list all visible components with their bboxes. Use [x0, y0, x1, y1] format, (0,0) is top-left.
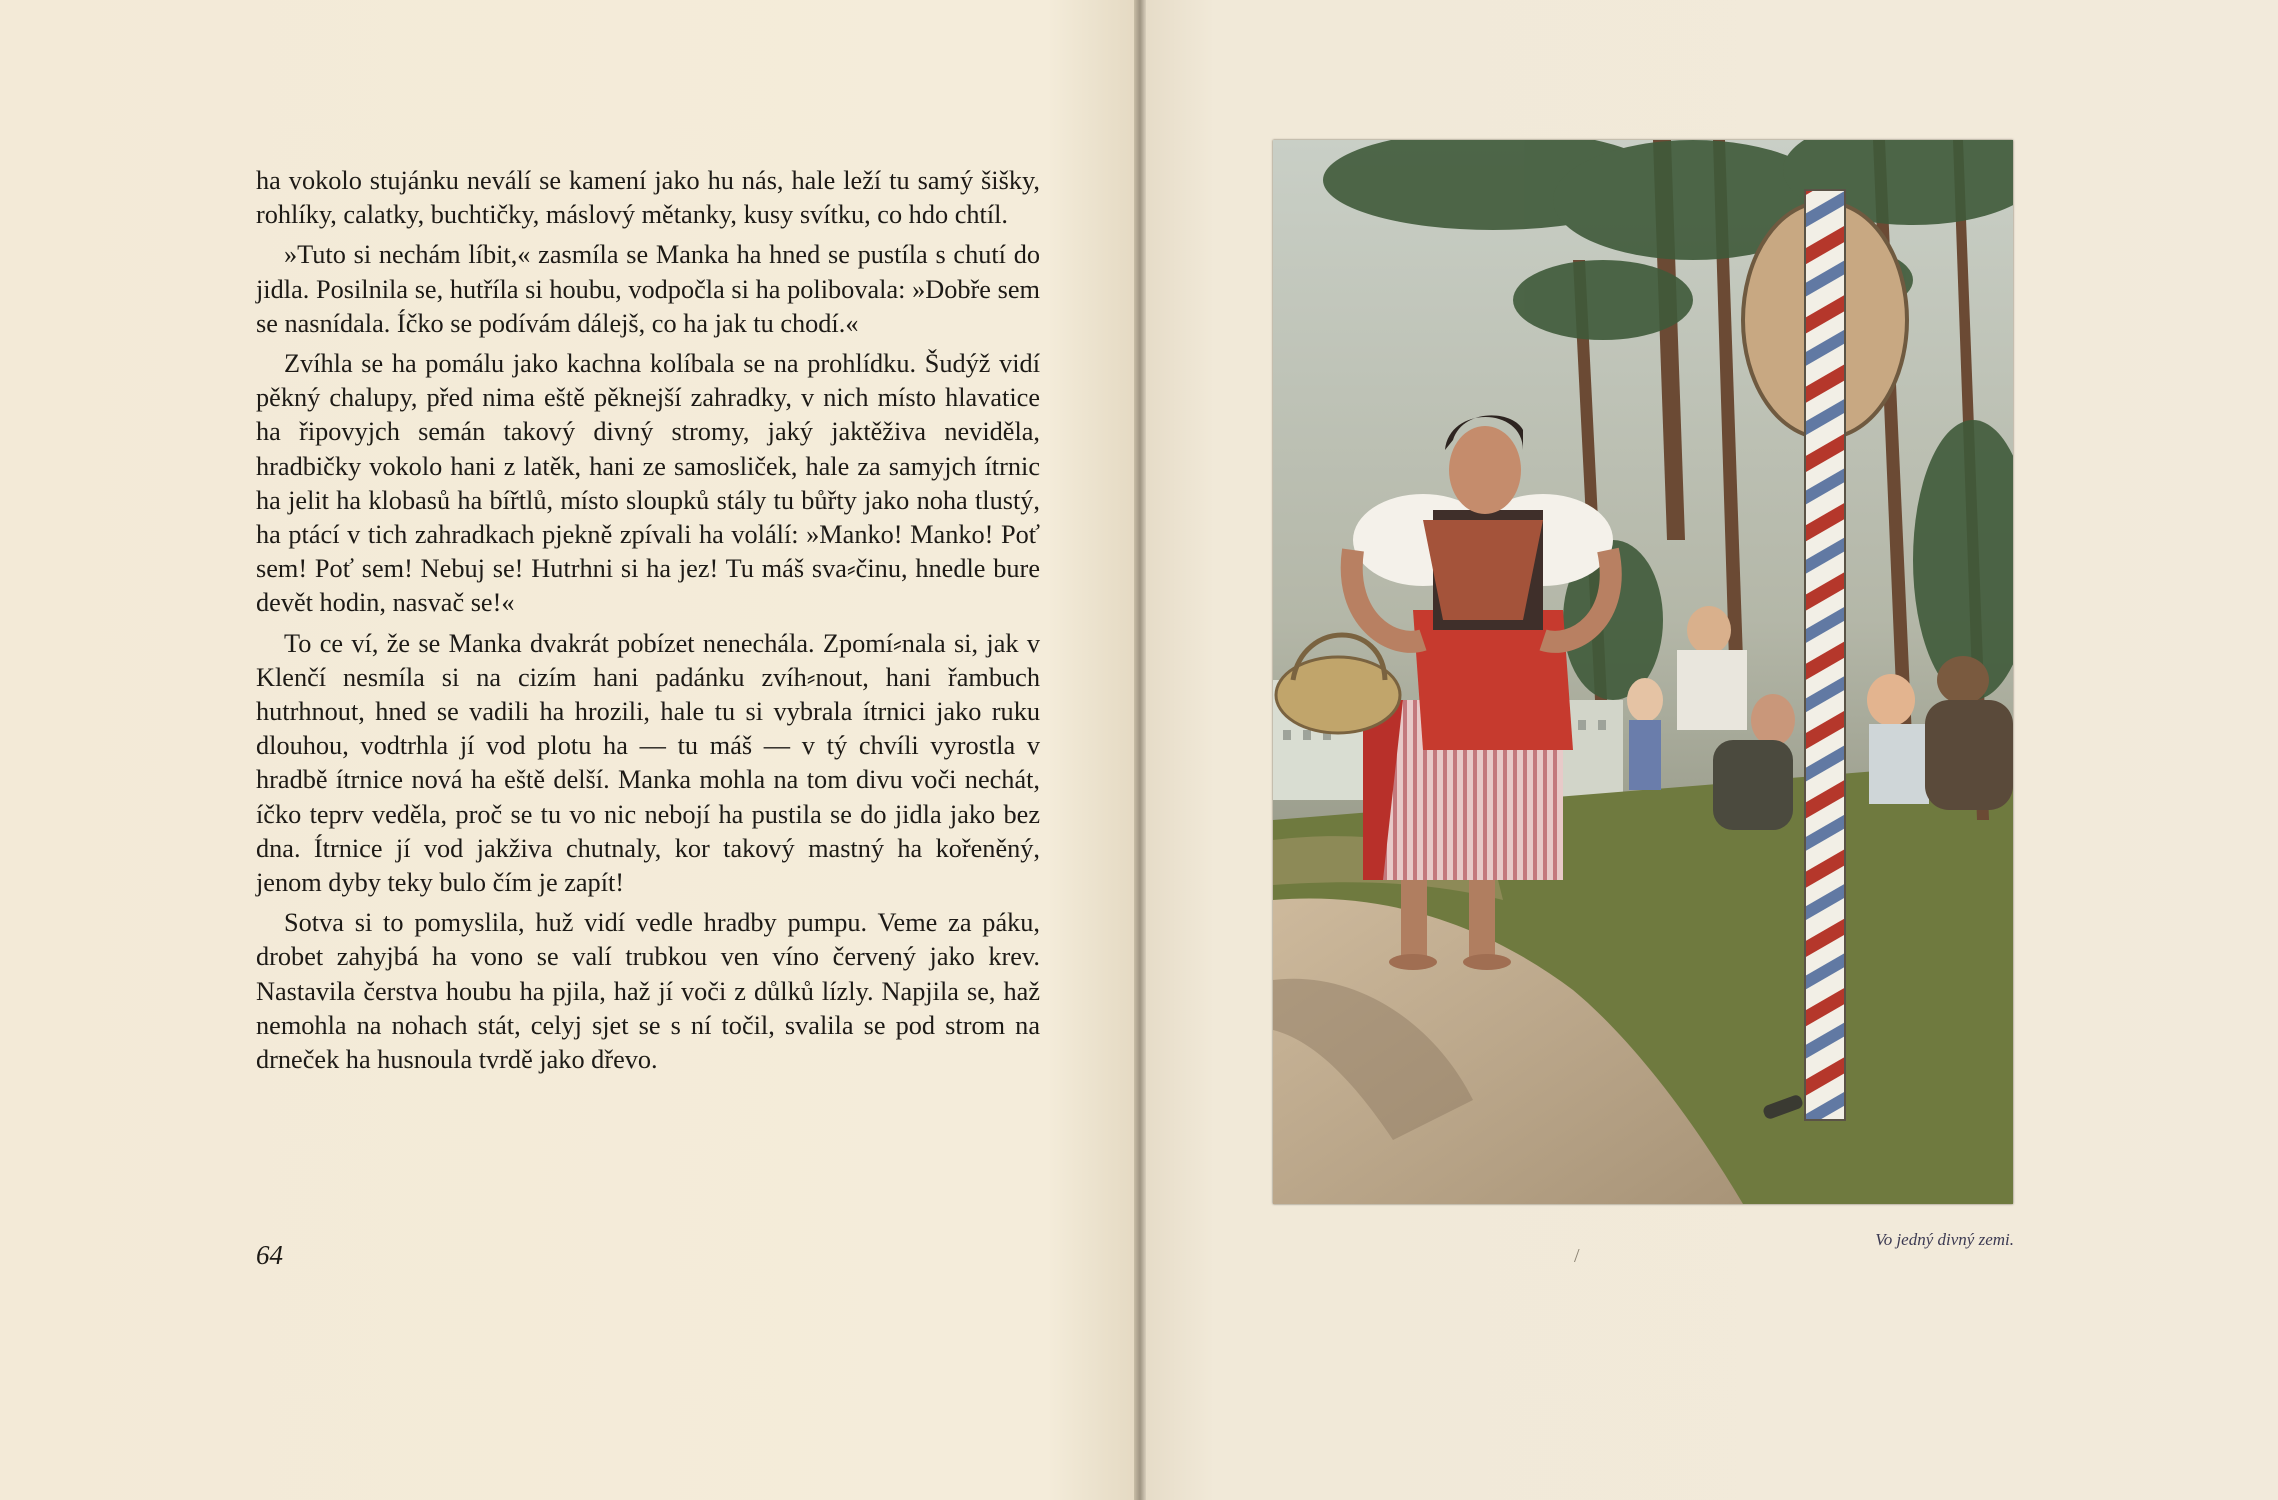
paragraph-3: Zvíhla se ha pomálu jako kachna kolíbala se na prohlídku. Šudýž vidí pěkný chalupy, před nima eště pěknejší zahradky, v nich místo hlavatice ha řipovyjch semán takový divný stromy, jaký jaktěživa neviděla, hradbičky vokolo hani z latěk, hani ze samosliček, hale za samyjch ítrnic ha jelit ha klobasů ha bířtlů, místo sloupků stály tu bůřty jako noha tlustý, ha ptácí v tich zahradkach pjekně zpívali ha volálí: »Manko! Manko! Poť sem! Poť sem! Nebuj se! Hutrhni si ha jez! Tu máš sva⸗činu, hnedle bure devět hodin, nasvač se!«	[256, 349, 1040, 618]
illustration	[1273, 140, 2013, 1204]
page-mark: /	[1574, 1245, 1580, 1267]
illustration-plate	[1273, 140, 2013, 1204]
body-text	[256, 164, 1040, 1083]
paragraph-2: »Tuto si nechám líbit,« zasmíla se Manka ha hned se pustíla s chutí do jidla. Posilnila se, hutříla si houbu, vodpočla si ha polibovala: »Dobře sem se nasnídala. Íčko se podívám dálejš, co ha jak tu chodí.«	[256, 240, 1040, 338]
book-gutter	[1134, 0, 1146, 1500]
illustration-caption: Vo jedný divný zemi.	[1875, 1230, 2014, 1249]
page-number: 64	[256, 1240, 283, 1270]
left-page	[0, 0, 1138, 1500]
paragraph-5: Sotva si to pomyslila, huž vidí vedle hradby pumpu. Veme za páku, drobet zahyjbá ha vono se valí trubkou ven víno červený jako krev. Nastavila čerstva houbu ha pjila, haž jí voči z důlků lízly. Napjila se, haž nemohla na nohach stát, celyj sjet se s ní točil, svalila se pod strom na drneček ha husnoula tvrdě jako dřevo.	[256, 908, 1040, 1075]
paragraph-1: ha vokolo stujánku neválí se kamení jako hu nás, hale leží tu samý šišky, rohlíky, calatky, buchtičky, máslový mětanky, kusy svítku, co hdo chtíl.	[256, 166, 1040, 230]
paragraph-4: To ce ví, že se Manka dvakrát pobízet nenechála. Zpomí⸗nala si, jak v Klenčí nesmíla si na cizím hani padánku zvíh⸗nout, hani řambuch hutrhnout, hned se vadili ha hrozili, hale tu si vybrala ítrnici jako ruku dlouhou, vodtrhla jí vod plotu ha — tu máš — v tý chvíli vyrostla v hradbě ítrnice nová ha eště delší. Manka mohla na tom divu voči nechát, íčko teprv veděla, proč se tu vo nic nebojí ha pustila se do jidla jako bez dna. Ítrnice jí vod jakživa chutnaly, kor takový mastný ha kořeněný, jenom dyby teky bulo čím je zapít!	[256, 628, 1040, 898]
